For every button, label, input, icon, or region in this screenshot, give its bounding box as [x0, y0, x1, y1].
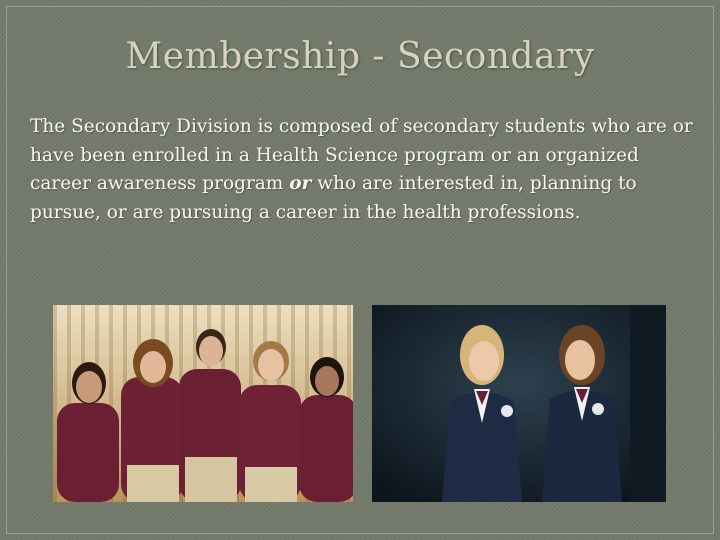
stage-photo-navy-blazers — [372, 305, 666, 502]
slide-title: Membership - Secondary — [125, 36, 595, 77]
body-paragraph — [30, 113, 698, 227]
body-text-start: The Secondary Division is composed of secondary students who are or have been enrolled in a Health Science program or an organized career awareness program — [30, 116, 693, 194]
body-text-emphasis: or — [289, 173, 312, 194]
body-text-end: who are interested in, planning to pursue, or are pursuing a career in the health professions. — [30, 173, 637, 223]
group-photo-maroon-polos — [53, 305, 353, 502]
